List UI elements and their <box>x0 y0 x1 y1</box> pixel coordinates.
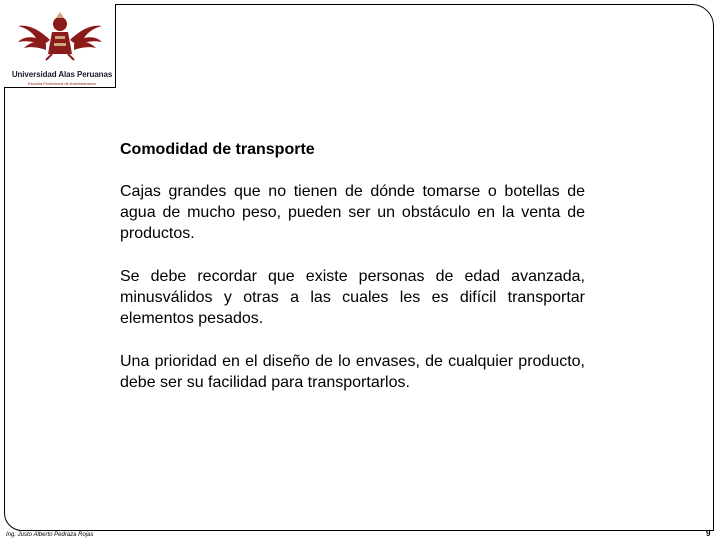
slide-heading: Comodidad de transporte <box>120 141 315 158</box>
paragraph-2: Se debe recordar que existe personas de edad avanzada, minusválidos y otras a las cuales les es difícil transportar elementos pesados. <box>120 268 585 327</box>
logo-title: Universidad Alas Peruanas <box>11 70 113 79</box>
footer-author: Ing. Justo Alberto Pedraza Rojas <box>6 532 94 538</box>
logo-subtitle: Escuela Profesional de Administración <box>27 81 97 86</box>
page-number: 9 <box>706 529 711 538</box>
paragraph-3: Una prioridad en el diseño de lo envases, de cualquier producto, debe ser su facilidad para transportarlos. <box>120 353 585 391</box>
slide-content <box>120 140 585 415</box>
university-logo <box>4 4 116 88</box>
winged-emblem-icon <box>16 10 104 62</box>
paragraph-1: Cajas grandes que no tienen de dónde tomarse o botellas de agua de mucho peso, pueden ser un obstáculo en la venta de productos. <box>120 183 585 242</box>
